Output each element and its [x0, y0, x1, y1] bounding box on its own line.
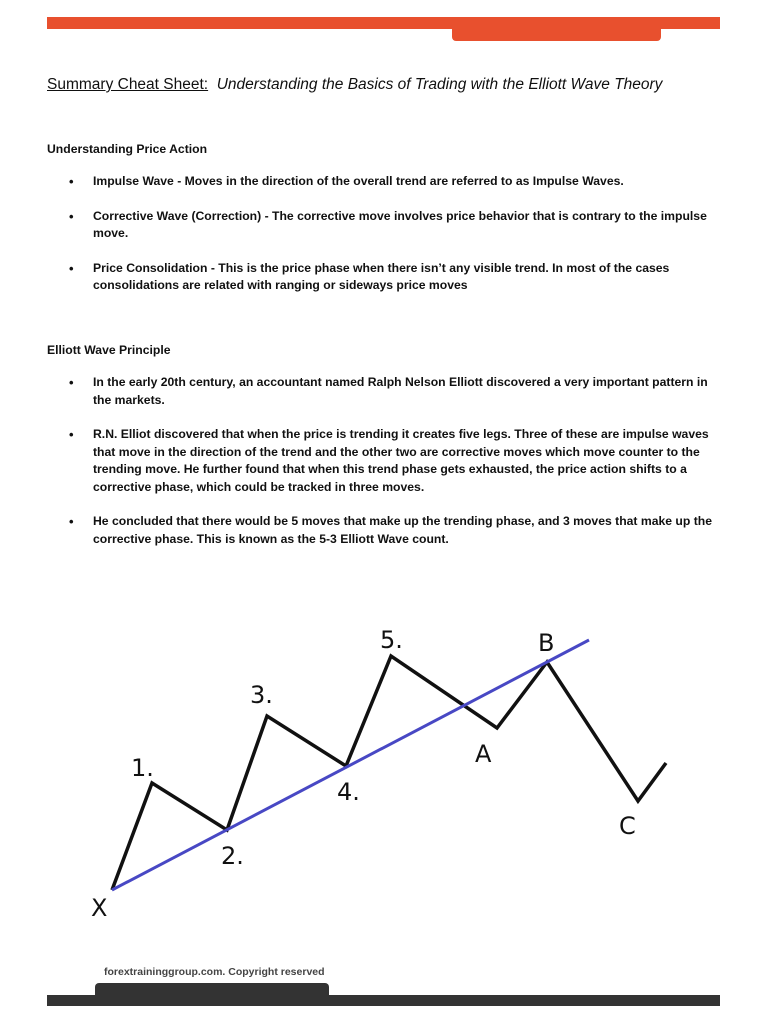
list-item: • He concluded that there would be 5 moves that make up the trending phase, and 3 moves that make up the corrective phase. This is known as the 5-3 Elliott Wave count. — [47, 513, 722, 548]
label-wave-b: B — [538, 629, 555, 657]
price-action-list — [47, 173, 722, 312]
label-wave-1: 1. — [131, 754, 154, 782]
trend-line — [112, 640, 589, 890]
title-subtitle: Understanding the Basics of Trading with the Elliott Wave Theory — [216, 76, 663, 93]
list-item: • Impulse Wave - Moves in the direction of the overall trend are referred to as Impulse Waves. — [47, 173, 722, 191]
label-wave-5: 5. — [380, 626, 403, 654]
list-item: • In the early 20th century, an accountant named Ralph Nelson Elliott discovered a very important pattern in the markets. — [47, 374, 722, 409]
list-item: • R.N. Elliot discovered that when the price is trending it creates five legs. Three of these are impulse waves that move in the direction of the trend and the other two are corrective moves which move counter to the trending move. He further found that when this trend phase gets exhausted, the price action shifts to a corrective phase, which could be tracked in three moves. — [47, 426, 722, 496]
footer-copyright: forextraininggroup.com. Copyright reserved — [104, 966, 325, 978]
section-heading-price-action: Understanding Price Action — [47, 142, 208, 156]
label-wave-2: 2. — [221, 842, 244, 870]
section-heading-elliott-wave: Elliott Wave Principle — [47, 343, 171, 357]
list-item: • Price Consolidation - This is the price phase when there isn’t any visible trend. In most of the cases consolidations are related with ranging or sideways price moves — [47, 260, 722, 295]
label-wave-4: 4. — [337, 778, 360, 806]
title-lead: Summary Cheat Sheet: — [47, 76, 209, 93]
header-accent-tab — [452, 27, 661, 41]
list-item: • Corrective Wave (Correction) - The corrective move involves price behavior that is contrary to the impulse move. — [47, 208, 722, 243]
footer-bar — [47, 995, 720, 1006]
label-wave-3: 3. — [250, 681, 273, 709]
label-wave-c: C — [619, 812, 636, 840]
label-wave-a: A — [475, 740, 492, 768]
elliott-wave-diagram — [0, 600, 768, 930]
wave-path — [112, 656, 666, 890]
label-x: X — [91, 894, 108, 922]
page-title — [47, 76, 662, 94]
elliott-wave-list — [47, 374, 722, 565]
